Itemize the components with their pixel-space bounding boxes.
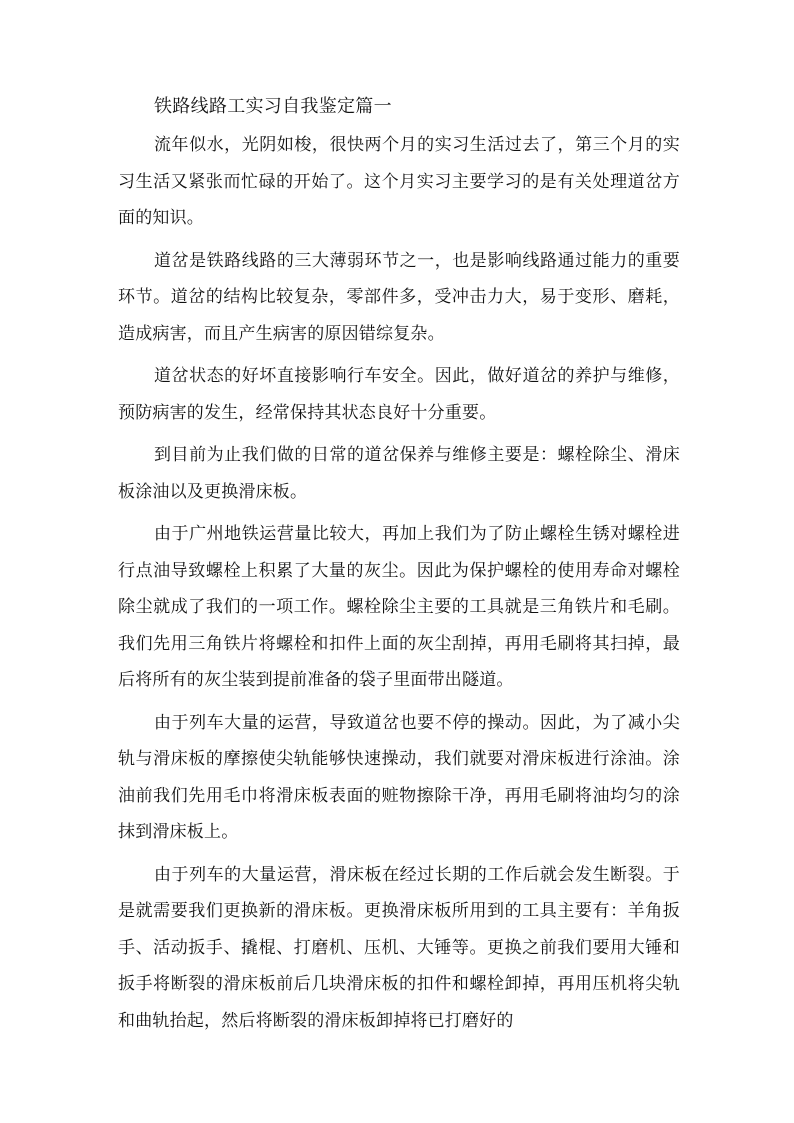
paragraph-3: 道岔状态的好坏直接影响行车安全。因此，做好道岔的养护与维修，预防病害的发生，经常保持其状态良好十分重要。	[118, 366, 680, 423]
paragraph-5: 由于广州地铁运营量比较大，再加上我们为了防止螺栓生锈对螺栓进行点油导致螺栓上积累了大量的灰尘。因此为保护螺栓的使用寿命对螺栓除尘就成了我们的一项工作。螺栓除尘主要的工具就是三角铁片和毛刷。我们先用三角铁片将螺栓和扣件上面的灰尘刮掉，再用毛刷将其扫掉，最后将所有的灰尘装到提前准备的袋子里面带出隧道。	[118, 524, 680, 690]
paragraph-2: 道岔是铁路线路的三大薄弱环节之一，也是影响线路通过能力的重要环节。道岔的结构比较复杂，零部件多，受冲击力大，易于变形、磨耗，造成病害，而且产生病害的原因错综复杂。	[118, 250, 680, 344]
paragraph-1: 流年似水，光阴如梭，很快两个月的实习生活过去了，第三个月的实习生活又紧张而忙碌的开始了。这个月实习主要学习的是有关处理道岔方面的知识。	[118, 135, 680, 228]
paragraph-4: 到目前为止我们做的日常的道岔保养与维修主要是：螺栓除尘、滑床板涂油以及更换滑床板。	[118, 445, 680, 502]
paragraph-7: 由于列车的大量运营，滑床板在经过长期的工作后就会发生断裂。于是就需要我们更换新的滑床板。更换滑床板所用到的工具主要有：羊角扳手、活动扳手、撬棍、打磨机、压机、大锤等。更换之前我们要用大锤和扳手将断裂的滑床板前后几块滑床板的扣件和螺栓卸掉，再用压机将尖轨和曲轨抬起，然后将断裂的滑床板卸掉将已打磨好的	[118, 864, 680, 1031]
paragraph-6: 由于列车大量的运营，导致道岔也要不停的操动。因此，为了减小尖轨与滑床板的摩擦使尖轨能够快速操动，我们就要对滑床板进行涂油。涂油前我们先用毛巾将滑床板表面的赃物擦除干净，再用毛刷将油均匀的涂抹到滑床板上。	[118, 712, 680, 842]
document-title: 铁路线路工实习自我鉴定篇一	[154, 96, 392, 117]
document-body	[118, 94, 680, 1039]
